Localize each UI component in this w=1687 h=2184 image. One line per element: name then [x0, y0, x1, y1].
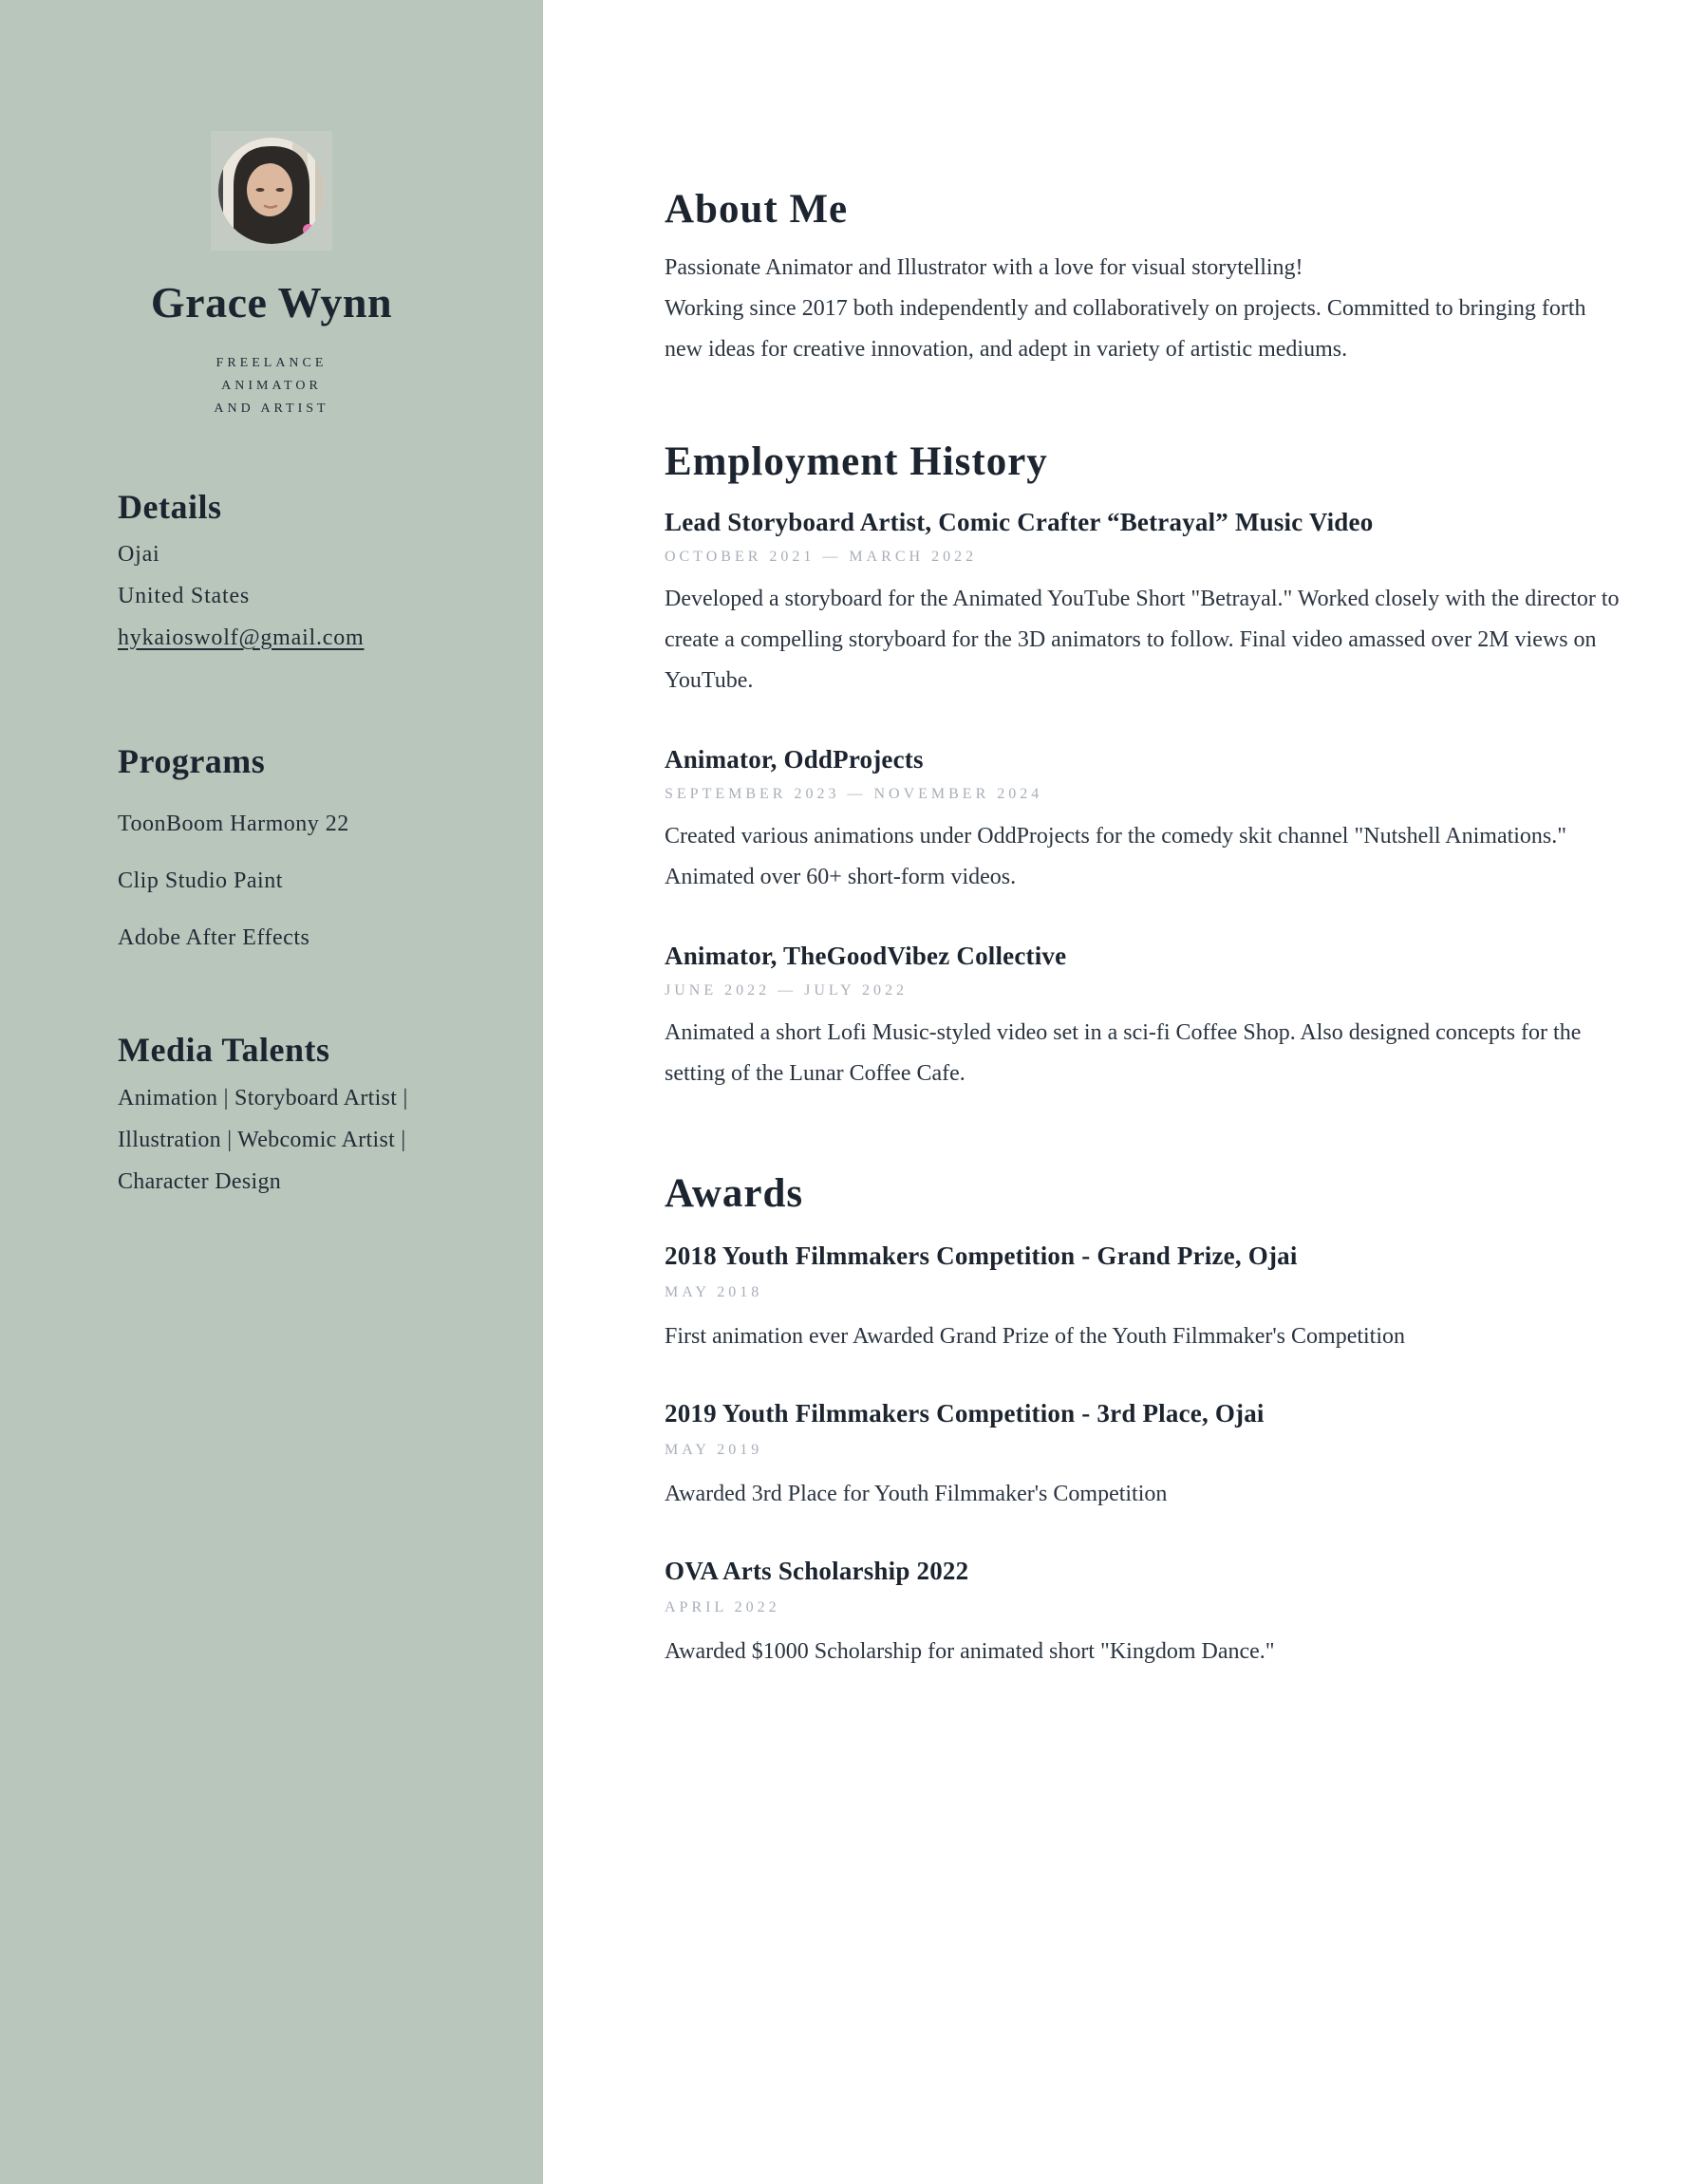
- programs-section: [118, 741, 425, 952]
- employment-heading: Employment History: [665, 439, 1048, 484]
- award-title: 2018 Youth Filmmakers Competition - Grand Prize, Ojai: [665, 1241, 1298, 1270]
- media-talents-heading: Media Talents: [118, 1031, 330, 1069]
- employment-section: [665, 439, 1654, 1094]
- email-link[interactable]: hykaioswolf@gmail.com: [118, 625, 365, 650]
- about-line-2: Working since 2017 both independently and collaboratively on projects. Committed to bringing forth new ideas for creative innovation, and adept in variety of artistic mediums.: [665, 296, 1586, 362]
- job-dates: JUNE 2022 — JULY 2022: [665, 982, 909, 999]
- job-dates: OCTOBER 2021 — MARCH 2022: [665, 549, 978, 565]
- media-talents-text: Animation | Storyboard Artist | Illustration | Webcomic Artist | Character Design: [118, 1086, 408, 1194]
- main-content: [543, 0, 1687, 2184]
- job-title: Animator, OddProjects: [665, 745, 924, 774]
- role-line: ANIMATOR: [221, 379, 322, 393]
- award-description: Awarded 3rd Place for Youth Filmmaker's Competition: [665, 1482, 1168, 1506]
- award-entry: [665, 1399, 1654, 1515]
- media-talents-section: [118, 1030, 425, 1203]
- award-title: OVA Arts Scholarship 2022: [665, 1557, 969, 1585]
- person-role: [118, 352, 425, 420]
- award-entry: [665, 1557, 1654, 1672]
- program-item: ToonBoom Harmony 22: [118, 812, 349, 836]
- sidebar: [0, 0, 543, 2184]
- identity-block: [118, 131, 425, 420]
- programs-heading: Programs: [118, 742, 266, 780]
- job-title: Animator, TheGoodVibez Collective: [665, 942, 1067, 970]
- person-name: Grace Wynn: [150, 278, 393, 327]
- award-entry: [665, 1241, 1654, 1357]
- role-line: AND ARTIST: [214, 401, 329, 416]
- about-paragraph: [665, 248, 1623, 370]
- details-section: [118, 487, 425, 652]
- details-heading: Details: [118, 488, 222, 526]
- award-title: 2019 Youth Filmmakers Competition - 3rd Place, Ojai: [665, 1399, 1265, 1428]
- job-title: Lead Storyboard Artist, Comic Crafter “Betrayal” Music Video: [665, 508, 1374, 536]
- role-line: FREELANCE: [216, 356, 328, 370]
- award-dates: MAY 2019: [665, 1442, 763, 1458]
- about-line-1: Passionate Animator and Illustrator with a love for visual storytelling!: [665, 255, 1303, 280]
- job-description: Animated a short Lofi Music-styled video set in a sci-fi Coffee Shop. Also designed concepts for the setting of the Lunar Coffee Cafe.: [665, 1020, 1582, 1086]
- detail-city: Ojai: [118, 542, 160, 567]
- profile-photo: [211, 131, 332, 251]
- award-dates: MAY 2018: [665, 1284, 763, 1300]
- award-description: First animation ever Awarded Grand Prize of the Youth Filmmaker's Competition: [665, 1324, 1406, 1349]
- job-dates: SEPTEMBER 2023 — NOVEMBER 2024: [665, 786, 1043, 802]
- job-entry: [665, 745, 1654, 898]
- job-entry: [665, 942, 1654, 1094]
- about-heading: About Me: [665, 187, 849, 232]
- awards-section: [665, 1170, 1654, 1672]
- detail-country: United States: [118, 584, 251, 608]
- job-entry: [665, 508, 1654, 701]
- job-description: Developed a storyboard for the Animated YouTube Short "Betrayal." Worked closely with the director to create a compelling storyboard for the 3D animators to follow. Final video amassed over 2M views on YouTube.: [665, 587, 1620, 693]
- award-dates: APRIL 2022: [665, 1599, 780, 1615]
- program-item: Adobe After Effects: [118, 925, 310, 950]
- awards-heading: Awards: [665, 1171, 804, 1216]
- job-description: Created various animations under OddProjects for the comedy skit channel "Nutshell Animations." Animated over 60+ short-form videos.: [665, 824, 1567, 889]
- program-item: Clip Studio Paint: [118, 868, 283, 893]
- award-description: Awarded $1000 Scholarship for animated short "Kingdom Dance.": [665, 1639, 1275, 1664]
- about-section: [665, 186, 1654, 370]
